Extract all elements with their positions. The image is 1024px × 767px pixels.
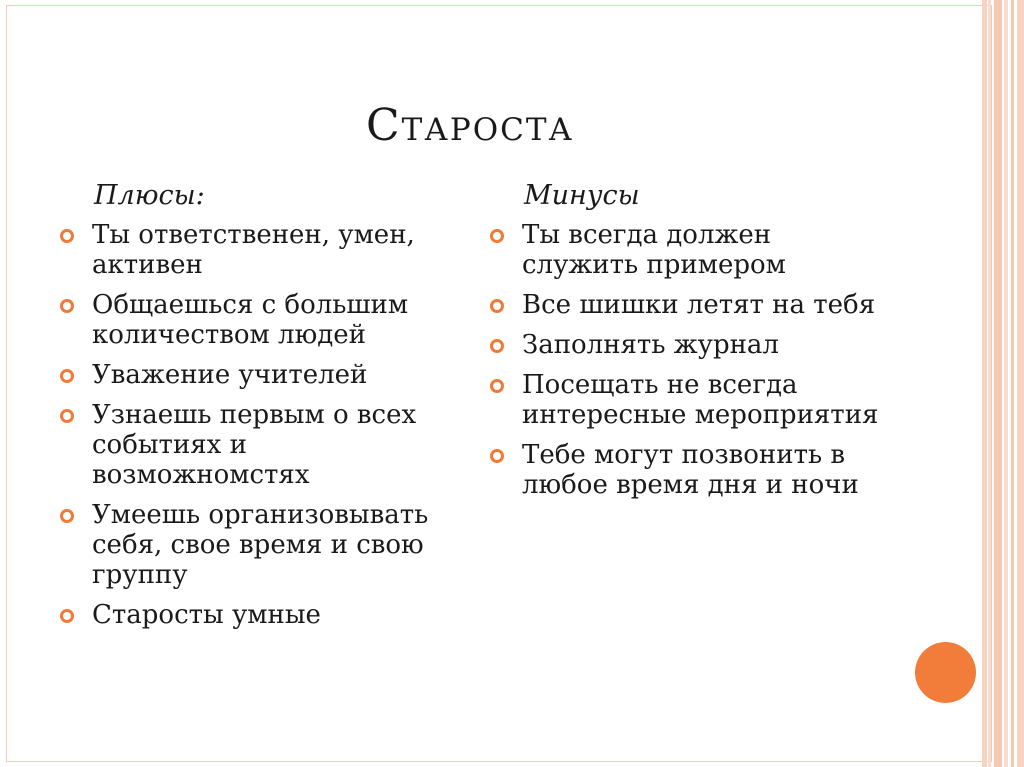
list-item-text: Общаешься с большим количеством людей: [92, 290, 409, 350]
bullet-ring-icon: [60, 229, 74, 243]
list-item: [490, 440, 890, 500]
pros-column: [60, 178, 460, 640]
bullet-ring-icon: [490, 229, 504, 243]
list-item: [60, 600, 460, 630]
cons-heading: Минусы: [524, 180, 640, 211]
pros-list: [60, 220, 460, 630]
list-item-text: Ты ответственен, умен, активен: [92, 220, 415, 280]
pros-heading: Плюсы:: [94, 180, 205, 211]
list-item: [490, 330, 890, 360]
list-item-text: Посещать не всегда интересные мероприятия: [522, 370, 879, 430]
list-item-text: Ты всегда должен служить примером: [522, 220, 786, 280]
decorative-stripes: [982, 0, 1024, 767]
list-item: [60, 290, 460, 350]
list-item-text: Все шишки летят на тебя: [522, 290, 876, 320]
cons-list: [490, 220, 890, 500]
cons-column: [490, 178, 890, 510]
list-item: [60, 400, 460, 490]
stripe: [1004, 0, 1008, 767]
list-item: [490, 290, 890, 320]
list-item: [60, 500, 460, 590]
stripe: [1011, 0, 1014, 767]
list-item: [60, 360, 460, 390]
list-item-text: Умеешь организовывать себя, свое время и свою группу: [92, 500, 429, 590]
stripe: [994, 0, 1002, 767]
bullet-ring-icon: [490, 449, 504, 463]
bullet-ring-icon: [60, 369, 74, 383]
list-item-text: Уважение учителей: [92, 360, 368, 390]
bullet-ring-icon: [490, 339, 504, 353]
decorative-circle: [915, 642, 976, 703]
stripe: [1017, 0, 1024, 767]
list-item: [490, 370, 890, 430]
bullet-ring-icon: [490, 299, 504, 313]
bullet-ring-icon: [490, 379, 504, 393]
list-item: [490, 220, 890, 280]
list-item-text: Старосты умные: [92, 600, 321, 630]
bullet-ring-icon: [60, 299, 74, 313]
bullet-ring-icon: [60, 509, 74, 523]
slide-title: Староста: [366, 100, 574, 151]
stripe: [988, 0, 991, 767]
stripe: [982, 0, 987, 767]
list-item-text: Тебе могут позвонить в любое время дня и ночи: [522, 440, 859, 500]
list-item: [60, 220, 460, 280]
bullet-ring-icon: [60, 409, 74, 423]
list-item-text: Узнаешь первым о всех событиях и возможномстях: [92, 400, 417, 490]
list-item-text: Заполнять журнал: [522, 330, 779, 360]
bullet-ring-icon: [60, 609, 74, 623]
